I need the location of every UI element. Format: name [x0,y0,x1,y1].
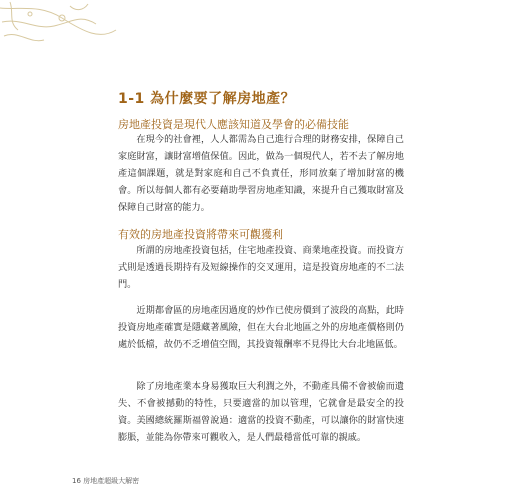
page-footer: 16 房地產超級大解密 [72,477,140,485]
subheading-essential-skill: 房地產投資是現代人應該知道及學會的必備技能 [118,118,349,131]
paragraph-3: 近期都會區的房地產因過度的炒作已使房價到了波段的高點，此時投資房地產確實是隱藏著風險，但在大台北地區之外的房地產價格則仍處於低檔，故仍不乏增值空間，其投資報酬率不見得比大台北地區低。 [118,305,404,350]
paragraph-4: 除了房地產業本身易獲取巨大利潤之外，不動產具備不會被偷而遺失、不會被撼動的特性，只要適當的加以管理，它就會是最安全的投資。美國總統羅斯福曾說過：適當的投資不動產，可以讓你的財富快速膨脹，並能為你帶來可觀收入，是人們最穩當低可靠的親戚。 [118,381,404,443]
paragraph-1: 在現今的社會裡，人人都需為自己進行合理的財務安排，保障自己家庭財富，讓財富增值保值。因此，做為一個現代人，若不去了解房地產這個課題，就是對家庭和自己不負責任，形同放棄了增加財富的機會。所以每個人都有必要藉助學習房地產知識，來提升自己獲取財富及保障自己財富的能力。 [118,134,404,213]
paragraph-2: 所謂的房地產投資包括，住宅地產投資、商業地產投資。而投資方式則是透過長期持有及短線操作的交叉運用，這是投資房地產的不二法門。 [118,245,404,290]
corner-flourish-ornament [0,0,118,62]
subheading-profit: 有效的房地產投資將帶來可觀獲利 [118,228,283,241]
section-title: 1-1 為什麼要了解房地產？ [118,91,296,107]
